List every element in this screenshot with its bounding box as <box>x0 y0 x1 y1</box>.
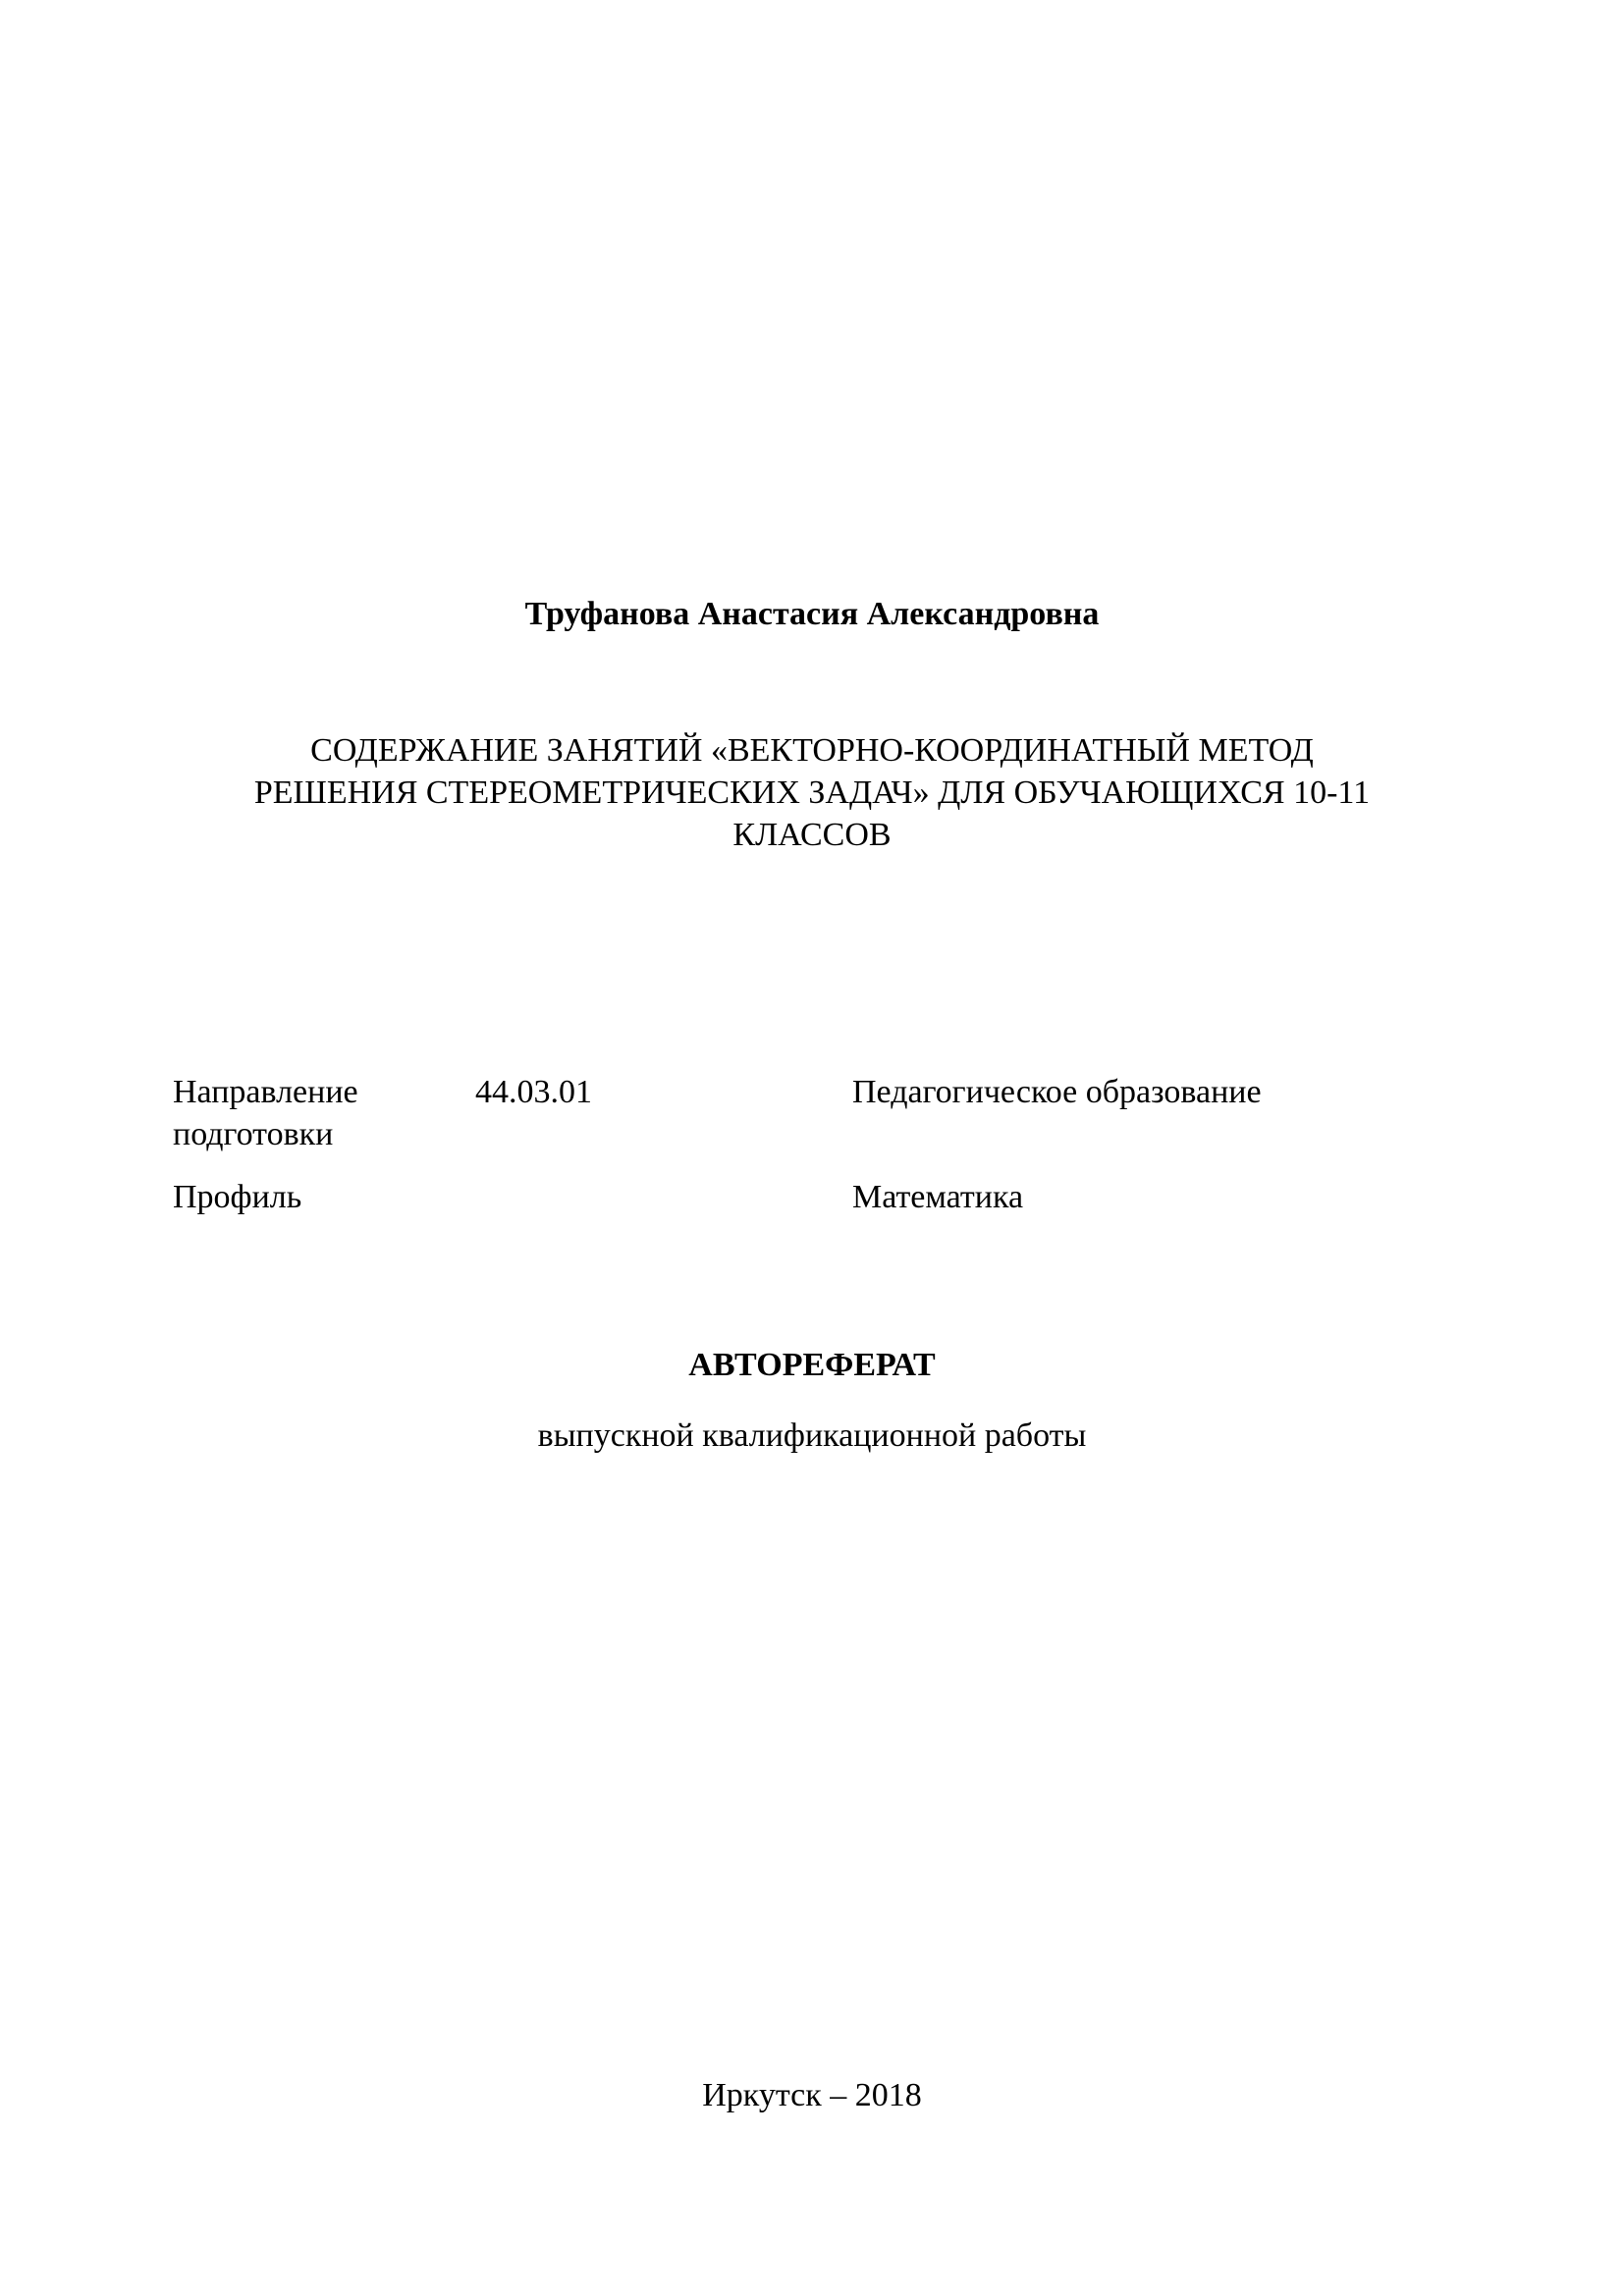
direction-value: Педагогическое образование <box>852 1074 1262 1110</box>
thesis-title-line-2: РЕШЕНИЯ СТЕРЕОМЕТРИЧЕСКИХ ЗАДАЧ» ДЛЯ ОБУЧАЮЩИХСЯ 10-11 <box>253 774 1371 811</box>
direction-code: 44.03.01 <box>475 1074 592 1110</box>
profile-label: Профиль <box>173 1179 302 1215</box>
profile-value: Математика <box>852 1179 1024 1215</box>
thesis-title-line-3: КЛАССОВ <box>732 817 892 853</box>
thesis-title <box>157 729 1467 856</box>
thesis-title-line-1: СОДЕРЖАНИЕ ЗАНЯТИЙ «ВЕКТОРНО-КООРДИНАТНЫЙ МЕТОД <box>310 732 1314 769</box>
document-subtype: выпускной квалификационной работы <box>537 1417 1087 1454</box>
place-and-year: Иркутск – 2018 <box>702 2077 922 2113</box>
author-name: Труфанова Анастасия Александровна <box>524 596 1100 632</box>
document-type-heading: АВТОРЕФЕРАТ <box>688 1347 936 1383</box>
direction-label: Направление подготовки <box>173 1074 358 1152</box>
